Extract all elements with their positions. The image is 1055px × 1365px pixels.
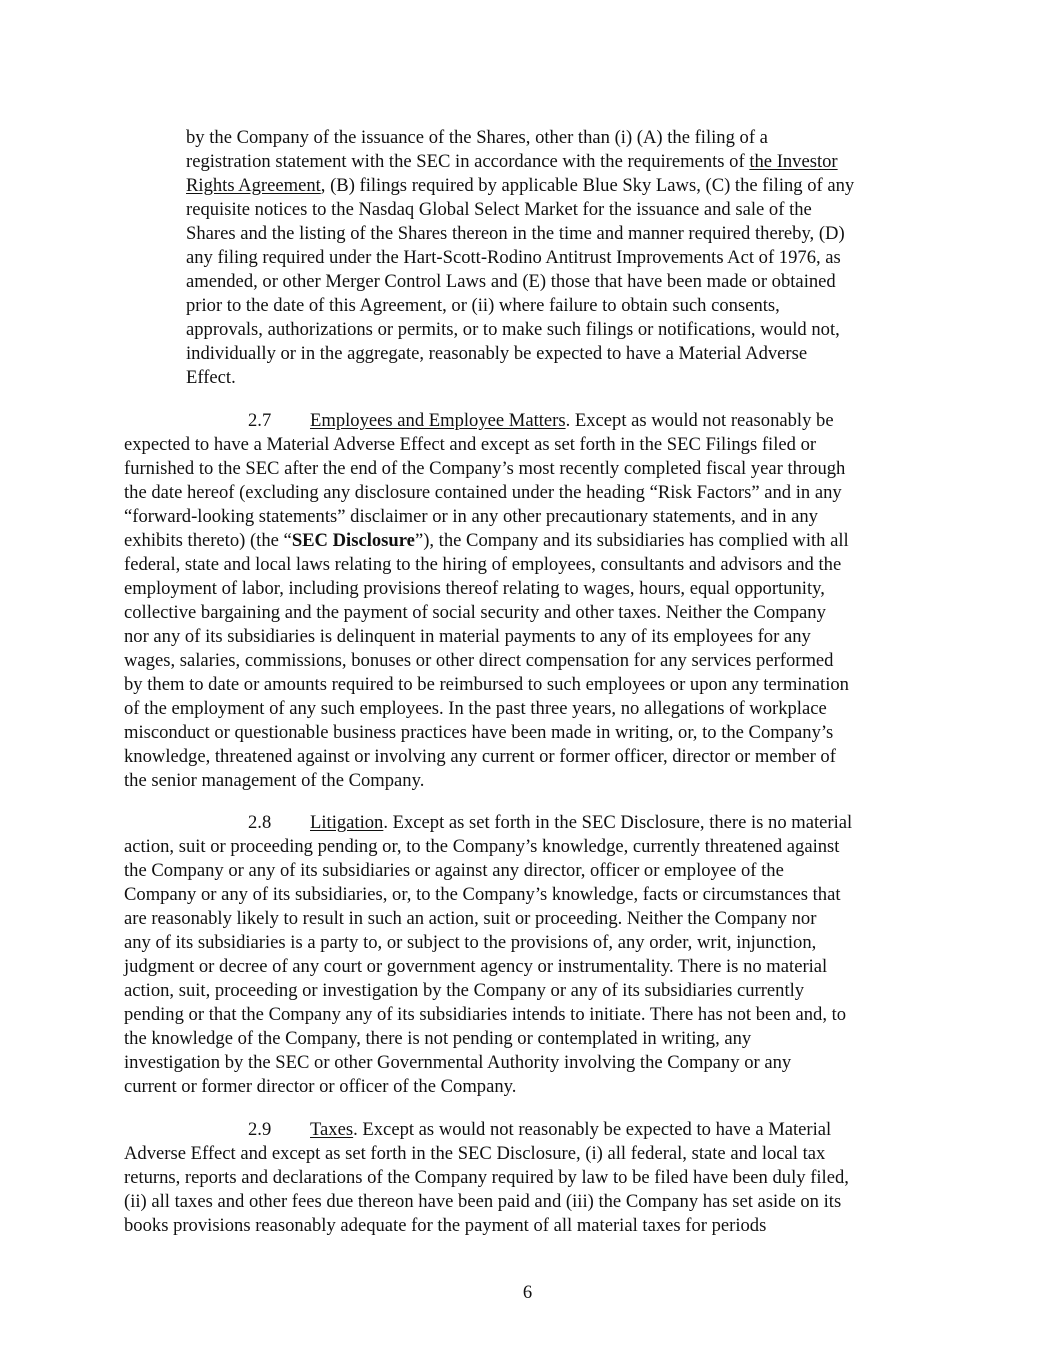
- text-line: [186, 174, 854, 198]
- text-line: the senior management of the Company.: [124, 770, 425, 791]
- text-line: expected to have a Material Adverse Effect and except as set forth in the SEC Filings filed or: [124, 434, 817, 455]
- text-line: Effect.: [186, 367, 236, 388]
- text-line: “forward-looking statements” disclaimer or in any other precautionary statements, and in any: [124, 506, 818, 527]
- text-line: misconduct or questionable business practices have been made in writing, or, to the Company’s: [124, 722, 834, 743]
- section-heading-line: [310, 811, 852, 835]
- text-line: the knowledge of the Company, there is not pending or contemplated in writing, any: [124, 1028, 752, 1049]
- text-line: of the employment of any such employees. In the past three years, no allegations of workplace: [124, 698, 827, 719]
- text-line: furnished to the SEC after the end of the Company’s most recently completed fiscal year through: [124, 458, 846, 479]
- investor-rights-agreement-ref: Rights Agreement: [186, 175, 321, 196]
- section-heading-line: [310, 409, 834, 433]
- text-run: registration statement with the SEC in accordance with the requirements of: [186, 151, 750, 172]
- text-line: pending or that the Company any of its subsidiaries intends to initiate. There has not been and, to: [124, 1004, 847, 1025]
- text-line: any filing required under the Hart-Scott-Rodino Antitrust Improvements Act of 1976, as: [186, 247, 841, 268]
- text-run: , (B) filings required by applicable Blue Sky Laws, (C) the filing of any: [320, 175, 855, 196]
- text-line: the Company or any of its subsidiaries or against any director, officer or employee of the: [124, 860, 784, 881]
- text-line: books provisions reasonably adequate for the payment of all material taxes for periods: [124, 1215, 767, 1236]
- section-number: 2.8: [248, 812, 272, 833]
- text-line: Shares and the listing of the Shares thereon in the time and manner required thereby, (D): [186, 223, 845, 244]
- section-heading-line: [310, 1118, 831, 1142]
- text-line: [124, 529, 849, 553]
- text-line: wages, salaries, commissions, bonuses or other direct compensation for any services performed: [124, 650, 834, 671]
- text-line: Company or any of its subsidiaries, or, to the Company’s knowledge, facts or circumstances that: [124, 884, 841, 905]
- text-line: individually or in the aggregate, reasonably be expected to have a Material Adverse: [186, 343, 808, 364]
- text-line: action, suit or proceeding pending or, to the Company’s knowledge, currently threatened against: [124, 836, 840, 857]
- text-line: knowledge, threatened against or involving any current or former officer, director or member of: [124, 746, 836, 767]
- section-number: 2.9: [248, 1119, 272, 1140]
- text-line: action, suit, proceeding or investigation by the Company or any of its subsidiaries currently: [124, 980, 805, 1001]
- text-line: prior to the date of this Agreement, or (ii) where failure to obtain such consents,: [186, 295, 780, 316]
- section-heading: Taxes: [310, 1119, 354, 1140]
- text-line: any of its subsidiaries is a party to, or subject to the provisions of, any order, writ, injunction,: [124, 932, 817, 953]
- text-line: investigation by the SEC or other Governmental Authority involving the Company or any: [124, 1052, 792, 1073]
- text-line: employment of labor, including provisions thereof relating to wages, hours, equal opportunity,: [124, 578, 825, 599]
- text-line: returns, reports and declarations of the Company required by law to be filed have been duly filed,: [124, 1167, 849, 1188]
- text-line: amended, or other Merger Control Laws and (E) those that have been made or obtained: [186, 271, 836, 292]
- text-line: [186, 150, 838, 174]
- text-line: current or former director or officer of the Company.: [124, 1076, 517, 1097]
- section-heading: Employees and Employee Matters: [310, 410, 566, 431]
- text-line: collective bargaining and the payment of social security and other taxes. Neither the Company: [124, 602, 826, 623]
- text-line: nor any of its subsidiaries is delinquent in material payments to any of its employees for any: [124, 626, 811, 647]
- text-line: the date hereof (excluding any disclosure contained under the heading “Risk Factors” and in any: [124, 482, 842, 503]
- text-line: judgment or decree of any court or government agency or instrumentality. There is no material: [124, 956, 828, 977]
- defined-term: SEC Disclosure: [291, 530, 415, 551]
- text-line: Adverse Effect and except as set forth in the SEC Disclosure, (i) all federal, state and local tax: [124, 1143, 826, 1164]
- text-line: by the Company of the issuance of the Shares, other than (i) (A) the filing of a: [186, 127, 768, 148]
- text-line: by them to date or amounts required to be reimbursed to such employees or upon any termination: [124, 674, 849, 695]
- text-run: exhibits thereto) (the “: [124, 530, 292, 551]
- text-line: requisite notices to the Nasdaq Global Select Market for the issuance and sale of the: [186, 199, 812, 220]
- text-run: ”), the Company and its subsidiaries has complied with all: [414, 530, 849, 551]
- text-run: . Except as would not reasonably be: [565, 410, 834, 431]
- text-line: approvals, authorizations or permits, or to make such filings or notifications, would not,: [186, 319, 840, 340]
- text-run: . Except as set forth in the SEC Disclosure, there is no material: [383, 812, 853, 833]
- page-number: 6: [522, 1282, 533, 1303]
- text-run: . Except as would not reasonably be expected to have a Material: [353, 1119, 832, 1140]
- text-line: are reasonably likely to result in such an action, suit or proceeding. Neither the Company nor: [124, 908, 817, 929]
- text-line: (ii) all taxes and other fees due thereon have been paid and (iii) the Company has set aside on its: [124, 1191, 842, 1212]
- section-number: 2.7: [248, 410, 272, 431]
- section-heading: Litigation: [310, 812, 384, 833]
- investor-rights-agreement-ref: the Investor: [749, 151, 838, 172]
- text-line: federal, state and local laws relating to the hiring of employees, consultants and advisors and the: [124, 554, 842, 575]
